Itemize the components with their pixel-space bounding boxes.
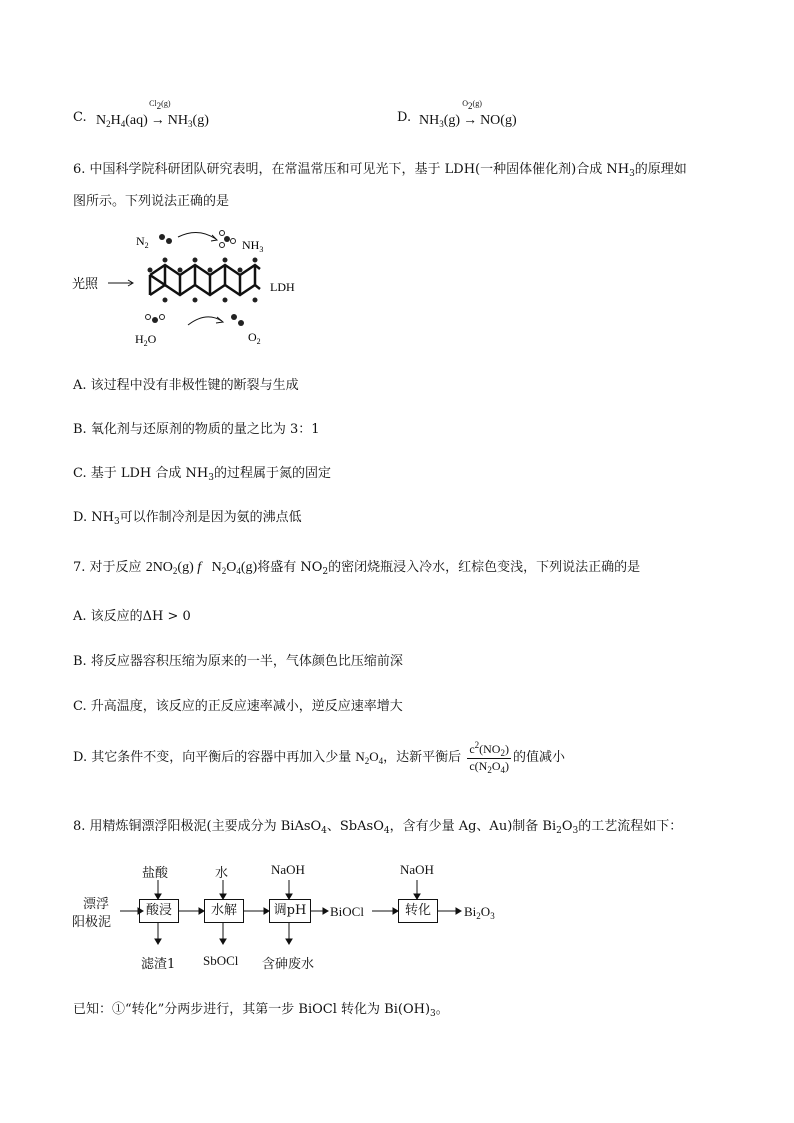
option-d-label: D. [397,110,412,125]
reaction-c-condition: Cl [149,99,157,108]
reaction-d-product: NO(g) [480,113,517,128]
option-c-label: C. [73,110,87,125]
q7-stem: 7. 对于反应 $2NO_2(g)$ f $N_2O_4(g)$将盛有 $NO_2$的密闭烧瓶浸入冷水，红棕色变浅，下列说法正确的是 [73,560,641,577]
step-adjust-ph: 调pH [269,899,311,923]
input-line2: 阳极泥 [72,915,112,930]
product-bi2o3: $Bi_2O_3$ [464,904,495,921]
q6-option-d: D. $NH_3$可以作制冷剂是因为氨的沸点低 [73,510,302,527]
reagent-hcl: 盐酸 [142,866,169,881]
step-hydrolysis: 水解 [204,899,244,923]
byproduct-arsenic-water: 含砷废水 [262,957,315,972]
q6-option-b: B. 氧化剂与还原剂的物质的量之比为 3：1 [73,422,320,437]
byproduct-sbocl: SbOCl [203,953,239,968]
nh3-label: $NH_3$ [242,238,264,254]
step-acid-leach: 酸浸 [139,899,179,923]
q8-known: 已知：①“转化”分两步进行，其第一步 BiOCl 转化为 $Bi(OH)_3$。 [73,1002,449,1019]
n2-label: $N_2$ [136,234,149,250]
q6-option-c: C. 基于 LDH 合成 $NH_3$的过程属于氮的固定 [73,466,331,483]
step-conversion: 转化 [398,899,438,923]
reaction-c-product: NH [167,113,189,128]
q7-option-b: B. 将反应器容积压缩为原来的一半，气体颜色比压缩前深 [73,654,403,669]
q6-stem-line1: 6. 中国科学院科研团队研究表明，在常温常压和可见光下，基于 LDH(一种固体催化剂)合成 $NH_3$的原理如 [73,162,687,179]
reagent-water: 水 [215,866,229,881]
q7-option-c: C. 升高温度，该反应的正反应速率减小，逆反应速率增大 [73,699,403,714]
q7-option-a: A. 该反应的ΔH > 0 [73,609,191,624]
reagent-naoh-2: NaOH [400,862,434,877]
intermediate-biocl: BiOCl [330,904,364,919]
reaction-d-reactant: NH [419,113,440,128]
reaction-d: $NH_3(g)$ $O_2(g)$ → NO(g) [419,99,517,129]
byproduct-residue: 滤渣1 [141,957,176,972]
h2o-label: $H_2O$ [135,332,157,348]
reaction-c: $N_2H_4(aq)$ $Cl_2(g)$ → $NH_3(g)$ [96,99,209,129]
ldh-label: LDH [270,280,295,294]
o2-label: $O_2$ [248,330,261,346]
reaction-c-reactant: N [96,113,107,128]
q6-stem-line2: 图所示。下列说法正确的是 [73,194,230,209]
q7-option-d: D. 其它条件不变，向平衡后的容器中再加入少量 $N_2O_4$，达新平衡后 $\frac{c^2(NO_2)}{c(N_2O_4)}$ 的值减小 [73,740,565,775]
reagent-naoh-1: NaOH [271,862,305,877]
concentration-ratio: $\frac{c^2(NO_2)}{c(N_2O_4)}$ [469,740,509,775]
q6-option-a: A. 该过程中没有非极性键的断裂与生成 [73,378,299,393]
q8-stem: 8. 用精炼铜漂浮阳极泥(主要成分为 BiAsO$_4$、SbAsO$_4$，含有少量 Ag、Au)制备 $Bi_2O_3$的工艺流程如下： [73,819,683,836]
input-line1: 漂浮 [83,897,110,912]
light-label: 光照 [72,276,99,291]
reaction-d-condition: O [462,99,469,108]
